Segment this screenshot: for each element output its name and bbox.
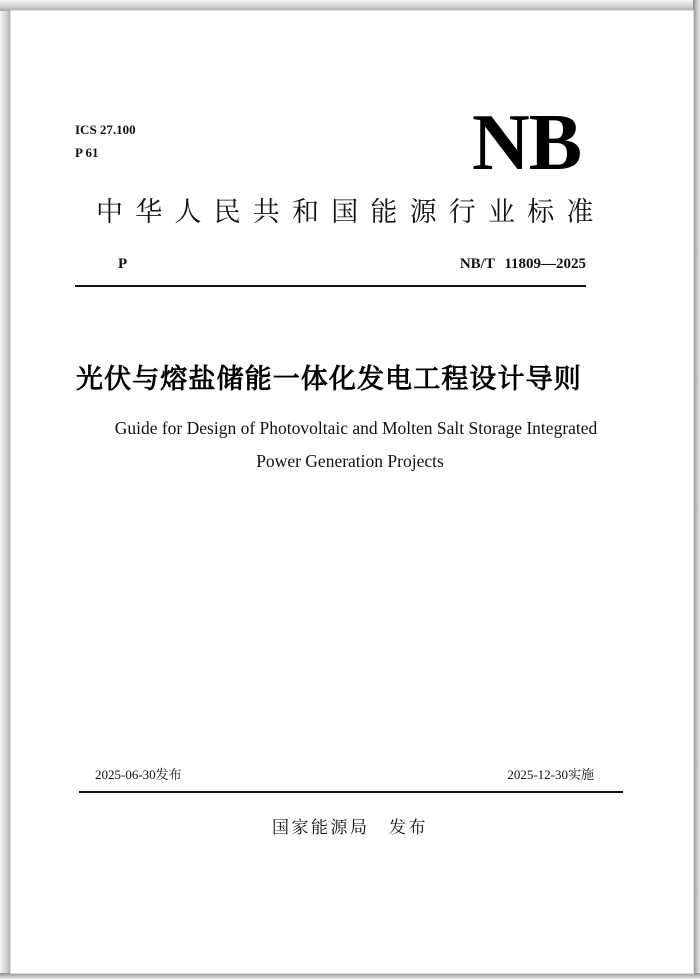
classification-code: P 61 — [75, 145, 99, 160]
standard-number: NB/T 11809—2025 — [459, 256, 586, 272]
document-title-english-line-2: Power Generation Projects — [256, 451, 444, 471]
standard-logo: NB — [472, 99, 582, 187]
issue-date: 2025-06-30发布 — [95, 767, 182, 782]
header-divider — [75, 285, 586, 287]
category-letter: P — [118, 256, 128, 272]
page-frame-top — [0, 0, 700, 11]
issuer: 国家能源局 发布 — [272, 818, 428, 838]
footer-divider — [79, 791, 623, 793]
page-frame-bottom — [0, 973, 700, 979]
document-title-chinese: 光伏与熔盐储能一体化发电工程设计导则 — [76, 364, 582, 395]
ics-code: ICS 27.100 — [75, 122, 136, 137]
implementation-date: 2025-12-30实施 — [507, 767, 594, 782]
standard-type-name: 中华人民共和国能源行业标准 — [96, 197, 606, 228]
document-title-english-line-1: Guide for Design of Photovoltaic and Molten Salt Storage Integrated — [114, 418, 598, 438]
